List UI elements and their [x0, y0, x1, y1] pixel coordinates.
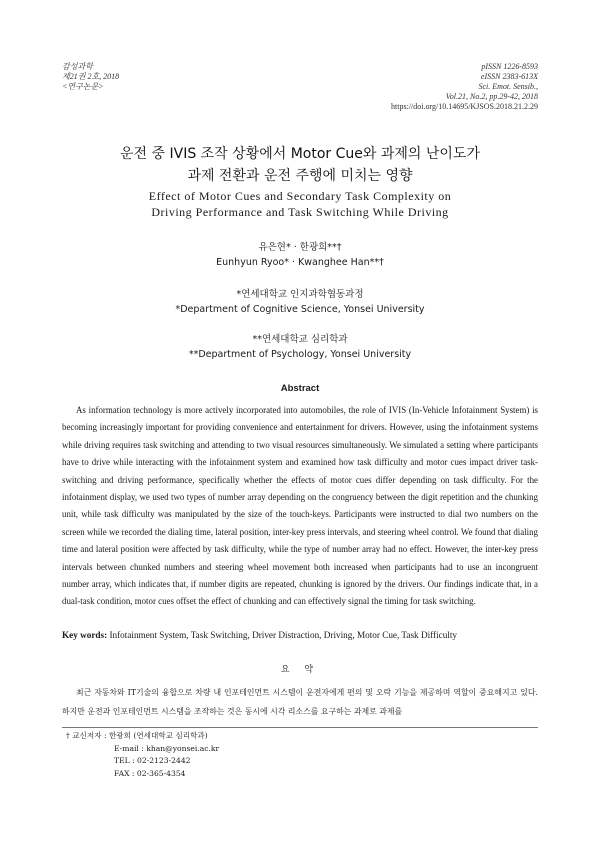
journal-abbrev: Sci. Emot. Sensib.,: [478, 82, 538, 91]
keywords: [62, 628, 542, 642]
affiliation-2-english: **Department of Psychology, Yonsei University: [188, 349, 412, 360]
authors: [0, 240, 600, 270]
title-korean: [0, 143, 600, 187]
affiliation-2-korean: **연세대학교 심리학과: [252, 334, 348, 345]
journal-volume-ko: 제21권 2호, 2018: [62, 72, 120, 81]
affiliation-1-korean: *연세대학교 인지과학협동과정: [236, 289, 364, 300]
title-english-line1: Effect of Motor Cues and Secondary Task Complexity on: [148, 189, 452, 203]
volume-pages: Vol.21, No.2, pp.29-42, 2018: [445, 92, 538, 101]
title-english: [0, 188, 600, 220]
korean-abstract-heading: 요 약: [280, 665, 320, 675]
eissn: eISSN 2383-613X: [480, 72, 538, 81]
corresponding-author: † 교신저자 : 한광희 (연세대학교 심리학과): [66, 731, 208, 740]
journal-header-left: [62, 62, 119, 92]
title-english-line2: Driving Performance and Task Switching While Driving: [151, 205, 449, 219]
abstract-heading: Abstract: [280, 383, 320, 394]
author-email[interactable]: E-mail : khan@yonsei.ac.kr: [114, 743, 220, 753]
corresponding-author-footnote: [66, 730, 219, 780]
doi-link[interactable]: https://doi.org/10.14695/KJSOS.2018.21.2.29: [391, 102, 538, 111]
affiliation-1-english: *Department of Cognitive Science, Yonsei University: [175, 304, 425, 315]
footnote-divider: [62, 727, 538, 728]
journal-name-ko: 감성과학: [62, 62, 93, 71]
affiliation-1: [0, 287, 600, 317]
author-tel: TEL : 02-2123-2442: [114, 756, 191, 765]
keywords-label: Key words:: [62, 630, 108, 640]
abstract-body: As information technology is more actively incorporated into automobiles, the role of IVIS (In-Vehicle Infotainment System) is becoming increasingly important for providing convenience and entertainment for drivers. However, using the infotainment systems while driving requires task switching and attending to two visual resources simultaneously. We simulated a setting where participants have to drive while interacting with the infotainment system and examined how task difficulty and motor cues impact driver task-switching and driving performance, specifically whether the effects of motor cues differ depending on task difficulty. For the infotainment display, we used two types of number array depending on the congruency between the digit repetition and the chunking unit, while task difficulty was manipulated by the size of the touch-keys. Participants were instructed to dial two numbers on the screen while we recorded the dialing time, lateral position, inter-key press intervals, and steering wheel control. We found that dialing time and lateral position were affected by task difficulty, while the type of number array had no effect. However, the inter-key press intervals between chunked numbers and steering wheel movement both increased when participants had to use an incongruent number array, which indicates that, if number digits are repeated, chunking is ignored by the drivers. Our findings indicate that, in a dual-task condition, motor cues offset the effect of chunking and can effectively signal the timing for task switching.: [62, 405, 538, 607]
title-korean-line1: 운전 중 IVIS 조작 상황에서 Motor Cue와 과제의 난이도가: [120, 146, 480, 162]
affiliation-2: [0, 332, 600, 362]
korean-abstract-body: 최근 자동차와 IT기술의 융합으로 차량 내 인포테인먼트 시스템이 운전자에게 편의 및 오락 기능을 제공하며 역할이 중요해지고 있다. 하지만 운전과 인포테인먼트 시스템을 조작하는 것은 동시에 시각 리소스를 요구하는 과제로 과제를: [62, 688, 538, 716]
authors-english: Eunhyun Ryoo* · Kwanghee Han**†: [216, 257, 384, 268]
pissn: pISSN 1226-8593: [481, 62, 538, 71]
author-fax: FAX : 02-365-4354: [114, 768, 186, 778]
article-type: <연구논문>: [62, 82, 104, 91]
title-korean-line2: 과제 전환과 운전 주행에 미치는 영향: [187, 168, 413, 184]
journal-header-right: [391, 62, 538, 112]
authors-korean: 유은현* · 한광희**†: [258, 242, 342, 253]
keywords-list: Infotainment System, Task Switching, Driver Distraction, Driving, Motor Cue, Task Difficulty: [109, 630, 458, 640]
